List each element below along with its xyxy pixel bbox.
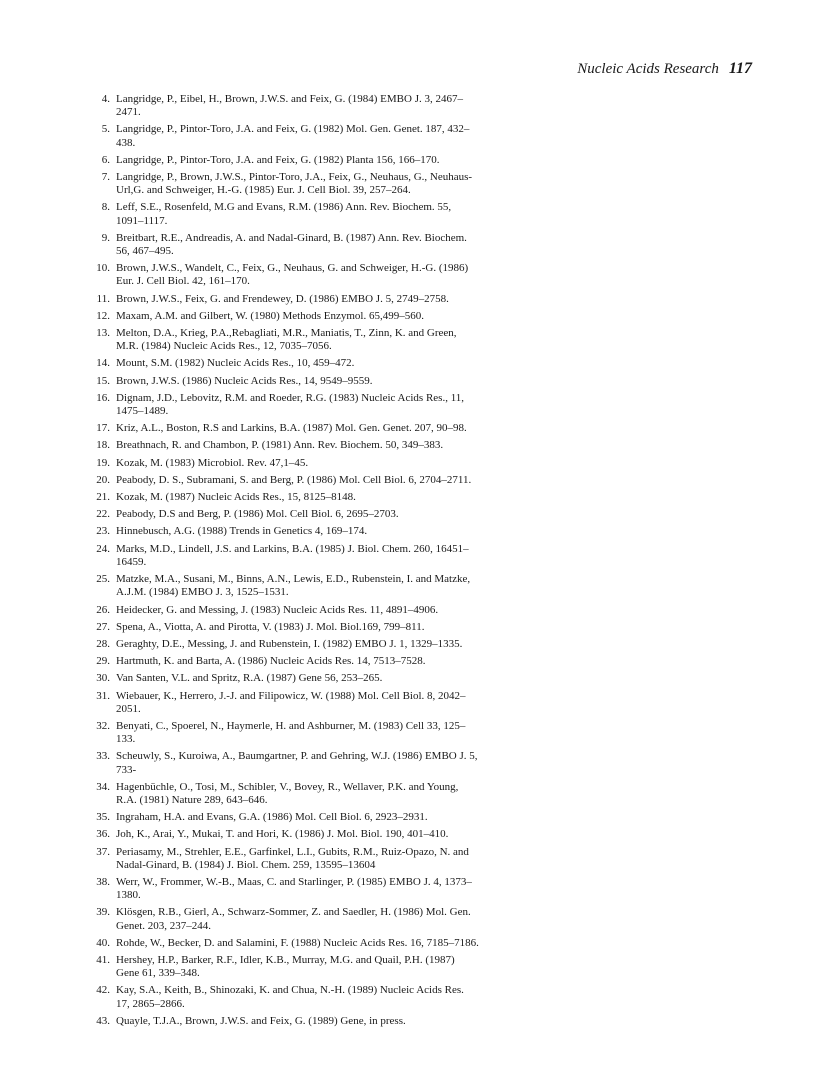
- reference-item: [90, 357, 480, 370]
- reference-item: [90, 720, 480, 746]
- reference-item: [90, 984, 480, 1010]
- reference-item: [90, 439, 480, 452]
- reference-number: 8.: [101, 201, 110, 214]
- reference-number: 21.: [96, 491, 110, 504]
- reference-text: Matzke, M.A., Susani, M., Binns, A.N., Lewis, E.D., Rubenstein, I. and Matzke, A.J.M. (1984) EMBO J. 3, 1525–1531.: [116, 573, 471, 599]
- reference-item: [90, 621, 480, 634]
- reference-item: [90, 327, 480, 353]
- reference-text: Rohde, W., Becker, D. and Salamini, F. (1988) Nucleic Acids Res. 16, 7185–7186.: [116, 936, 479, 949]
- reference-number: 26.: [96, 603, 110, 616]
- reference-text: Hartmuth, K. and Barta, A. (1986) Nucleic Acids Res. 14, 7513–7528.: [116, 655, 426, 668]
- reference-number: 23.: [96, 525, 110, 538]
- reference-number: 35.: [96, 811, 110, 824]
- reference-text: Hagenbüchle, O., Tosi, M., Schibler, V., Bovey, R., Wellaver, P.K. and Young, R.A. (1981) Nature 289, 643–646.: [116, 780, 459, 806]
- reference-text: Breitbart, R.E., Andreadis, A. and Nadal-Ginard, B. (1987) Ann. Rev. Biochem. 56, 467–495.: [116, 231, 467, 258]
- reference-number: 7.: [101, 171, 110, 184]
- reference-number: 17.: [96, 422, 110, 435]
- reference-item: [90, 525, 480, 538]
- reference-number: 41.: [96, 953, 110, 966]
- reference-text: Spena, A., Viotta, A. and Pirotta, V. (1983) J. Mol. Biol.169, 799–811.: [116, 620, 425, 633]
- reference-number: 31.: [96, 689, 110, 702]
- reference-number: 33.: [96, 750, 110, 763]
- reference-item: [90, 392, 480, 418]
- reference-text: Werr, W., Frommer, W.-B., Maas, C. and Starlinger, P. (1985) EMBO J. 4, 1373–1380.: [116, 875, 472, 902]
- reference-text: Langridge, P., Brown, J.W.S., Pintor-Toro, J.A., Feix, G., Neuhaus, G., Neuhaus-Url,G. and Schweiger, H.-G. (1985) Eur. J. Cell Biol. 39, 257–264.: [116, 171, 473, 197]
- reference-text: Kozak, M. (1987) Nucleic Acids Res., 15, 8125–8148.: [116, 491, 356, 504]
- reference-text: Joh, K., Arai, Y., Mukai, T. and Hori, K. (1986) J. Mol. Biol. 190, 401–410.: [116, 828, 449, 841]
- reference-item: [90, 508, 480, 521]
- reference-item: [90, 573, 480, 599]
- reference-text: Leff, S.E., Rosenfeld, M.G and Evans, R.M. (1986) Ann. Rev. Biochem. 55, 1091–1117.: [116, 201, 452, 227]
- reference-item: [90, 171, 480, 197]
- reference-number: 43.: [96, 1014, 110, 1027]
- reference-number: 4.: [101, 93, 110, 105]
- reference-item: [90, 491, 480, 504]
- reference-number: 18.: [96, 439, 110, 452]
- reference-text: Dignam, J.D., Lebovitz, R.M. and Roeder, R.G. (1983) Nucleic Acids Res., 11, 1475–1489.: [116, 391, 465, 418]
- reference-item: [90, 876, 480, 902]
- reference-number: 27.: [96, 620, 110, 633]
- reference-number: 13.: [96, 327, 110, 340]
- reference-text: Brown, J.W.S. (1986) Nucleic Acids Res., 14, 9549–9559.: [116, 374, 373, 387]
- reference-number: 22.: [96, 508, 110, 521]
- reference-item: [90, 375, 480, 388]
- reference-text: Kriz, A.L., Boston, R.S and Larkins, B.A. (1987) Mol. Gen. Genet. 207, 90–98.: [116, 422, 467, 435]
- reference-item: [90, 422, 480, 435]
- reference-number: 40.: [96, 936, 110, 949]
- reference-text: Hinnebusch, A.G. (1988) Trends in Genetics 4, 169–174.: [116, 525, 368, 538]
- reference-item: [90, 232, 480, 258]
- reference-text: Heidecker, G. and Messing, J. (1983) Nucleic Acids Res. 11, 4891–4906.: [116, 603, 439, 616]
- reference-text: Melton, D.A., Krieg, P.A.,Rebagliati, M.R., Maniatis, T., Zinn, K. and Green, M.R. (1984) Nucleic Acids Res., 12, 7035–7056.: [116, 327, 457, 353]
- reference-number: 19.: [96, 456, 110, 469]
- reference-text: Ingraham, H.A. and Evans, G.A. (1986) Mol. Cell Biol. 6, 2923–2931.: [116, 811, 428, 824]
- page-number: 117: [728, 60, 752, 77]
- reference-text: Hershey, H.P., Barker, R.F., Idler, K.B., Murray, M.G. and Quail, P.H. (1987) Gene 61, 339–348.: [116, 953, 455, 980]
- reference-text: Klösgen, R.B., Gierl, A., Schwarz-Sommer, Z. and Saedler, H. (1986) Mol. Gen. Genet. 203, 237–244.: [116, 906, 471, 932]
- reference-number: 39.: [96, 906, 110, 919]
- reference-text: Maxam, A.M. and Gilbert, W. (1980) Methods Enzymol. 65,499–560.: [116, 309, 424, 322]
- reference-item: [90, 93, 480, 119]
- reference-item: [90, 781, 480, 807]
- reference-item: [90, 310, 480, 323]
- reference-item: [90, 1015, 480, 1028]
- reference-item: [90, 846, 480, 872]
- reference-text: Brown, J.W.S., Feix, G. and Frendewey, D. (1986) EMBO J. 5, 2749–2758.: [116, 292, 449, 305]
- reference-number: 10.: [96, 262, 110, 275]
- reference-text: Langridge, P., Eibel, H., Brown, J.W.S. and Feix, G. (1984) EMBO J. 3, 2467–2471.: [116, 93, 463, 119]
- reference-text: Benyati, C., Spoerel, N., Haymerle, H. and Ashburner, M. (1983) Cell 33, 125–133.: [116, 719, 466, 746]
- reference-item: [90, 937, 480, 950]
- reference-text: Kozak, M. (1983) Microbiol. Rev. 47,1–45.: [116, 456, 309, 469]
- reference-number: 28.: [96, 637, 110, 650]
- reference-number: 9.: [101, 231, 110, 244]
- reference-item: [90, 811, 480, 824]
- reference-text: Geraghty, D.E., Messing, J. and Rubenstein, I. (1982) EMBO J. 1, 1329–1335.: [116, 637, 463, 650]
- reference-number: 6.: [101, 153, 110, 166]
- reference-text: Brown, J.W.S., Wandelt, C., Feix, G., Neuhaus, G. and Schweiger, H.-G. (1986) Eur. J. Cell Biol. 42, 161–170.: [116, 262, 469, 288]
- reference-number: 16.: [96, 391, 110, 404]
- reference-number: 12.: [96, 309, 110, 322]
- reference-text: Wiebauer, K., Herrero, J.-J. and Filipowicz, W. (1988) Mol. Cell Biol. 8, 2042–2051.: [116, 689, 466, 715]
- reference-number: 30.: [96, 672, 110, 685]
- reference-item: [90, 201, 480, 227]
- reference-item: [90, 906, 480, 932]
- reference-item: [90, 828, 480, 841]
- reference-number: 11.: [96, 292, 110, 305]
- reference-text: Quayle, T.J.A., Brown, J.W.S. and Feix, G. (1989) Gene, in press.: [116, 1014, 406, 1027]
- reference-item: [90, 954, 480, 980]
- reference-text: Langridge, P., Pintor-Toro, J.A. and Feix, G. (1982) Mol. Gen. Genet. 187, 432–438.: [116, 123, 470, 149]
- reference-item: [90, 543, 480, 569]
- reference-item: [90, 690, 480, 716]
- reference-number: 32.: [96, 719, 110, 732]
- reference-item: [90, 604, 480, 617]
- reference-number: 24.: [96, 542, 110, 555]
- reference-number: 15.: [96, 374, 110, 387]
- reference-item: [90, 457, 480, 470]
- reference-number: 42.: [96, 984, 110, 997]
- reference-item: [90, 262, 480, 288]
- journal-name: Nucleic Acids Research: [577, 61, 719, 77]
- reference-number: 29.: [96, 655, 110, 668]
- reference-number: 36.: [96, 828, 110, 841]
- reference-item: [90, 750, 480, 776]
- reference-text: Mount, S.M. (1982) Nucleic Acids Res., 10, 459–472.: [116, 357, 355, 370]
- reference-number: 25.: [96, 573, 110, 586]
- reference-number: 38.: [96, 875, 110, 888]
- reference-number: 5.: [101, 123, 110, 136]
- reference-number: 20.: [96, 473, 110, 486]
- reference-text: Kay, S.A., Keith, B., Shinozaki, K. and Chua, N.-H. (1989) Nucleic Acids Res. 17, 2865–2866.: [116, 984, 464, 1010]
- reference-item: [90, 293, 480, 306]
- reference-number: 34.: [96, 780, 110, 793]
- reference-text: Peabody, D. S., Subramani, S. and Berg, P. (1986) Mol. Cell Biol. 6, 2704–2711.: [116, 473, 472, 486]
- reference-item: [90, 655, 480, 668]
- reference-item: [90, 638, 480, 651]
- reference-text: Periasamy, M., Strehler, E.E., Garfinkel, L.I., Gubits, R.M., Ruiz-Opazo, N. and Nadal-Ginard, B. (1984) J. Biol. Chem. 259, 13595–13604: [116, 845, 469, 871]
- reference-item: [90, 154, 480, 167]
- reference-text: Scheuwly, S., Kuroiwa, A., Baumgartner, P. and Gehring, W.J. (1986) EMBO J. 5, 733-: [116, 750, 478, 776]
- reference-text: Van Santen, V.L. and Spritz, R.A. (1987) Gene 56, 253–265.: [116, 672, 383, 685]
- reference-text: Marks, M.D., Lindell, J.S. and Larkins, B.A. (1985) J. Biol. Chem. 260, 16451–16459.: [116, 542, 469, 568]
- reference-number: 14.: [96, 357, 110, 370]
- reference-number: 37.: [96, 845, 110, 858]
- reference-item: [90, 123, 480, 149]
- page-header: [577, 60, 752, 78]
- reference-text: Peabody, D.S and Berg, P. (1986) Mol. Cell Biol. 6, 2695–2703.: [116, 508, 399, 521]
- reference-text: Breathnach, R. and Chambon, P. (1981) Ann. Rev. Biochem. 50, 349–383.: [116, 439, 444, 452]
- reference-item: [90, 672, 480, 685]
- reference-list: [90, 93, 480, 1032]
- reference-item: [90, 474, 480, 487]
- reference-text: Langridge, P., Pintor-Toro, J.A. and Feix, G. (1982) Planta 156, 166–170.: [116, 153, 440, 166]
